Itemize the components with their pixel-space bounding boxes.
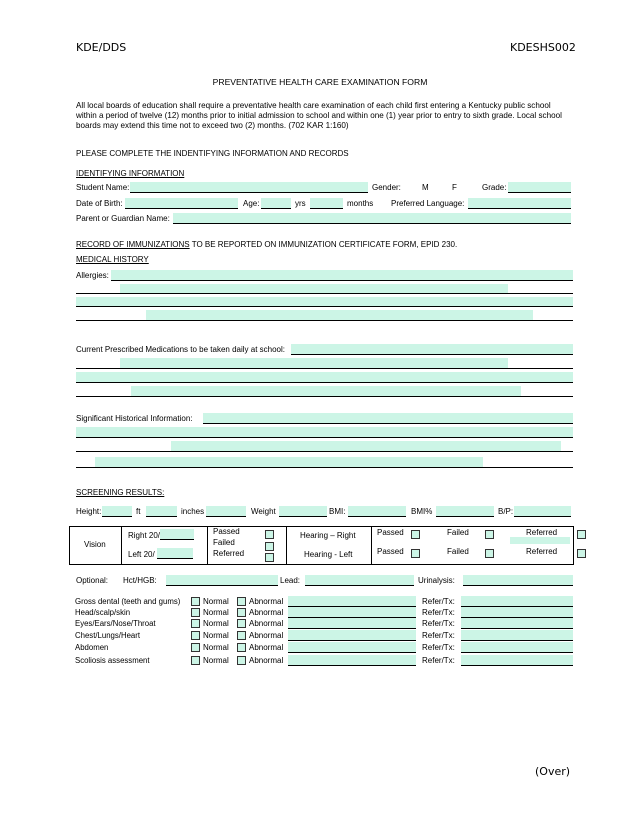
inches-label: inches	[181, 507, 205, 516]
abnormal-field[interactable]	[288, 607, 416, 618]
immunizations-heading: RECORD OF IMMUNIZATIONS	[76, 240, 190, 249]
gender-label: Gender:	[372, 183, 401, 192]
historical-label: Significant Historical Information:	[76, 414, 193, 423]
student-name-label: Student Name:	[76, 183, 130, 192]
hr-passed-checkbox[interactable]	[411, 530, 420, 539]
refer-label: Refer/Tx:	[422, 608, 455, 617]
student-name-field[interactable]	[130, 182, 368, 193]
vision-passed-label: Passed	[213, 527, 240, 536]
abnormal-checkbox[interactable]	[237, 643, 246, 652]
refer-field[interactable]	[461, 655, 573, 666]
medications-field[interactable]	[291, 344, 573, 355]
vision-left-field[interactable]	[157, 548, 193, 559]
allergies-label: Allergies:	[76, 271, 109, 280]
hct-label: Hct/HGB:	[123, 576, 157, 585]
vision-right-field[interactable]	[160, 529, 194, 540]
table-divider-3	[286, 526, 287, 564]
normal-label: Normal	[203, 656, 229, 665]
vision-passed-checkbox[interactable]	[265, 530, 274, 539]
abnormal-label: Abnormal	[249, 631, 284, 640]
gender-f[interactable]: F	[452, 183, 457, 192]
yrs-label: yrs	[295, 199, 306, 208]
exam-label: Abdomen	[75, 643, 109, 652]
abnormal-field[interactable]	[288, 618, 416, 629]
immunizations-note: TO BE REPORTED ON IMMUNIZATION CERTIFICATE FORM, EPID 230.	[189, 240, 458, 249]
historical-rule-4	[76, 467, 573, 468]
refer-field[interactable]	[461, 596, 573, 607]
abnormal-label: Abnormal	[249, 608, 284, 617]
hr-failed-checkbox[interactable]	[485, 530, 494, 539]
abnormal-field[interactable]	[288, 630, 416, 641]
age-years-field[interactable]	[261, 198, 291, 209]
normal-checkbox[interactable]	[191, 608, 200, 617]
historical-line-3[interactable]	[171, 441, 561, 451]
height-label: Height:	[76, 507, 102, 516]
hr-referred-checkbox[interactable]	[577, 530, 586, 539]
header-left: KDE/DDS	[76, 41, 127, 54]
normal-checkbox[interactable]	[191, 597, 200, 606]
hr-passed-label: Passed	[377, 528, 404, 537]
exam-label: Head/scalp/skin	[75, 608, 131, 617]
months-label: months	[347, 199, 374, 208]
exam-label: Gross dental (teeth and gums)	[75, 597, 181, 606]
refer-label: Refer/Tx:	[422, 597, 455, 606]
historical-field[interactable]	[203, 413, 573, 424]
vision-failed-label: Failed	[213, 538, 235, 547]
normal-label: Normal	[203, 619, 229, 628]
height-extra-field[interactable]	[206, 506, 246, 517]
age-months-field[interactable]	[310, 198, 343, 209]
abnormal-label: Abnormal	[249, 643, 284, 652]
bmi-label: BMI:	[329, 507, 346, 516]
exam-row-chest	[0, 630, 640, 641]
historical-rule-2	[76, 437, 573, 438]
exam-row-eent	[0, 618, 640, 629]
refer-field[interactable]	[461, 642, 573, 653]
form-title: PREVENTATIVE HEALTH CARE EXAMINATION FORM	[212, 77, 428, 87]
weight-label: Weight	[251, 507, 276, 516]
left20-label: Left 20/	[128, 550, 155, 559]
normal-label: Normal	[203, 631, 229, 640]
refer-field[interactable]	[461, 630, 573, 641]
normal-checkbox[interactable]	[191, 643, 200, 652]
refer-field[interactable]	[461, 607, 573, 618]
hl-failed-checkbox[interactable]	[485, 549, 494, 558]
bmi-field[interactable]	[348, 506, 406, 517]
abnormal-label: Abnormal	[249, 619, 284, 628]
abnormal-checkbox[interactable]	[237, 656, 246, 665]
allergies-line-4[interactable]	[146, 310, 533, 320]
hearing-left-label: Hearing - Left	[304, 550, 353, 559]
right20-label: Right 20/	[128, 531, 161, 540]
screening-heading: SCREENING RESULTS:	[76, 488, 165, 497]
intro-paragraph: All local boards of education shall require a preventative health care examination of each child first entering a Kentucky public school within a period of twelve (12) months prior to initial admission to school and within one (1) year prior to entry to sixth grade. Local school boards may extend this time not to exceed two (2) months. (702 KAR 1:160)	[76, 101, 562, 130]
hl-referred-label: Referred	[526, 547, 558, 556]
hearing-right-label: Hearing – Right	[300, 531, 356, 540]
medications-label: Current Prescribed Medications to be taken daily at school:	[76, 345, 285, 354]
guardian-label: Parent or Guardian Name:	[76, 214, 170, 223]
age-label: Age:	[243, 199, 260, 208]
medications-line-2[interactable]	[120, 358, 508, 368]
bp-field[interactable]	[514, 506, 571, 517]
medications-rule-3	[76, 382, 573, 383]
refer-label: Refer/Tx:	[422, 656, 455, 665]
normal-label: Normal	[203, 643, 229, 652]
hl-passed-checkbox[interactable]	[411, 549, 420, 558]
hl-failed-label: Failed	[447, 547, 469, 556]
dob-field[interactable]	[125, 198, 238, 209]
medications-rule-2	[76, 368, 573, 369]
lead-label: Lead:	[280, 576, 301, 585]
allergies-rule-3	[76, 306, 573, 307]
urinalysis-label: Urinalysis:	[418, 576, 455, 585]
abnormal-checkbox[interactable]	[237, 631, 246, 640]
exam-label: Eyes/Ears/Nose/Throat	[75, 619, 156, 628]
normal-label: Normal	[203, 608, 229, 617]
allergies-rule-2	[76, 293, 573, 294]
height-in-field[interactable]	[146, 506, 177, 517]
vision-failed-checkbox[interactable]	[265, 542, 274, 551]
abnormal-field[interactable]	[288, 655, 416, 666]
height-ft-field[interactable]	[102, 506, 132, 517]
over-label: (Over)	[535, 765, 571, 778]
abnormal-checkbox[interactable]	[237, 608, 246, 617]
medications-line-3[interactable]	[76, 372, 573, 382]
table-divider-1	[121, 526, 122, 564]
refer-label: Refer/Tx:	[422, 631, 455, 640]
bmi-pct-field[interactable]	[436, 506, 494, 517]
grade-label: Grade:	[482, 183, 507, 192]
historical-rule-3	[76, 451, 573, 452]
medical-history-heading: MEDICAL HISTORY	[76, 255, 149, 264]
refer-field[interactable]	[461, 618, 573, 629]
normal-checkbox[interactable]	[191, 656, 200, 665]
hct-field[interactable]	[166, 575, 278, 586]
guardian-field[interactable]	[173, 213, 571, 224]
exam-row-dental	[0, 596, 640, 607]
gender-m[interactable]: M	[422, 183, 429, 192]
identifying-heading: IDENTIFYING INFORMATION	[76, 169, 185, 178]
lead-field[interactable]	[305, 575, 414, 586]
dob-label: Date of Birth:	[76, 199, 123, 208]
refer-label: Refer/Tx:	[422, 619, 455, 628]
weight-field[interactable]	[279, 506, 327, 517]
table-divider-2	[207, 526, 208, 564]
abnormal-label: Abnormal	[249, 656, 284, 665]
abnormal-checkbox[interactable]	[237, 597, 246, 606]
grade-field[interactable]	[508, 182, 571, 193]
abnormal-field[interactable]	[288, 642, 416, 653]
exam-row-scoliosis	[0, 655, 640, 666]
refer-label: Refer/Tx:	[422, 643, 455, 652]
instruction: PLEASE COMPLETE THE INDENTIFYING INFORMATION AND RECORDS	[76, 149, 349, 158]
hr-referred-label: Referred	[526, 528, 558, 537]
language-field[interactable]	[468, 198, 571, 209]
bp-label: B/P:	[498, 507, 514, 516]
exam-label: Scoliosis assessment	[75, 656, 150, 665]
vision-referred-label: Referred	[213, 549, 245, 558]
header-right: KDESHS002	[510, 41, 576, 54]
ft-label: ft	[136, 507, 141, 516]
immunizations-line	[76, 240, 457, 250]
hl-passed-label: Passed	[377, 547, 404, 556]
table-divider-4	[371, 526, 372, 564]
allergies-field[interactable]	[111, 270, 573, 281]
vision-label: Vision	[84, 540, 106, 549]
bmi-pct-label: BMI%	[411, 507, 433, 516]
urinalysis-field[interactable]	[463, 575, 573, 586]
exam-row-head	[0, 607, 640, 618]
medications-rule-4	[76, 396, 573, 397]
abnormal-label: Abnormal	[249, 597, 284, 606]
normal-checkbox[interactable]	[191, 631, 200, 640]
abnormal-field[interactable]	[288, 596, 416, 607]
historical-line-4[interactable]	[95, 457, 483, 467]
allergies-rule-4	[76, 320, 573, 321]
hl-referred-checkbox[interactable]	[577, 549, 586, 558]
exam-label: Chest/Lungs/Heart	[75, 631, 141, 640]
hr-failed-label: Failed	[447, 528, 469, 537]
normal-label: Normal	[203, 597, 229, 606]
vision-referred-checkbox[interactable]	[265, 553, 274, 562]
abnormal-checkbox[interactable]	[237, 619, 246, 628]
normal-checkbox[interactable]	[191, 619, 200, 628]
language-label: Preferred Language:	[391, 199, 465, 208]
exam-row-abdomen	[0, 642, 640, 653]
optional-label: Optional:	[76, 576, 109, 585]
medications-line-4[interactable]	[131, 386, 521, 396]
historical-line-2[interactable]	[76, 427, 573, 437]
hr-referred-field[interactable]	[510, 537, 570, 544]
